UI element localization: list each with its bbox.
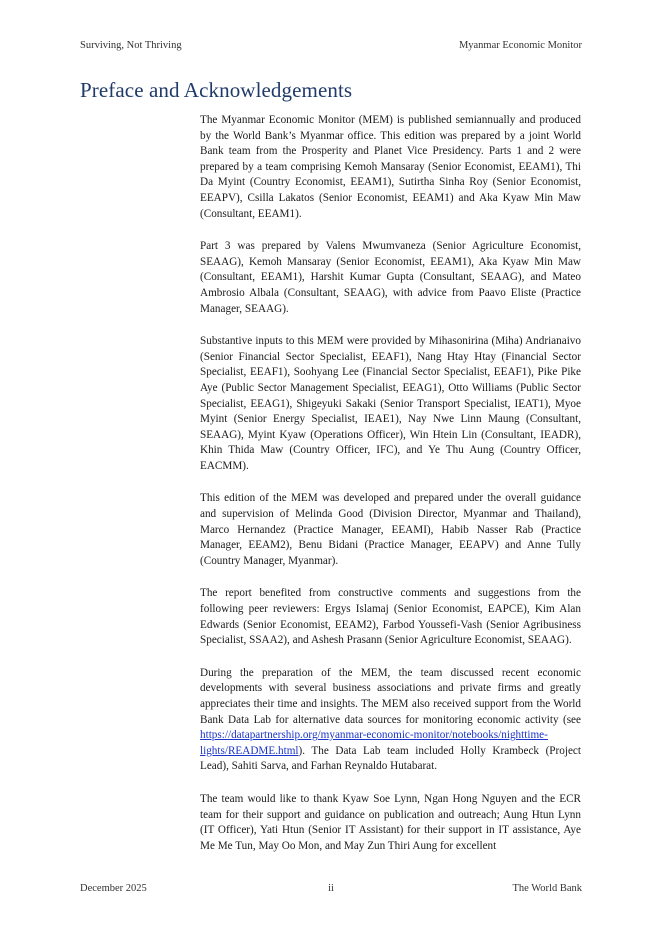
paragraph-substantive-inputs: Substantive inputs to this MEM were provided by Mihasonirina (Miha) Andrianaivo (Senior Financial Sector Specialist, EEAF1), Nang Htay Htay (Financial Sector Specialist, EEAF1), Soohyang Lee (Financial Sector Specialist, EEAF1), Pike Pike Aye (Public Sector Management Specialist, EEAG1), Otto Williams (Public Sector Specialist, EEAG1), Shigeyuki Sakaki (Senior Transport Specialist, IEAT1), Myoe Myint (Senior Energy Specialist, IEAE1), Nay Nwe Linn Maung (Consultant, SEAAG), Myint Kyaw (Operations Officer), Win Htein Lin (Consultant, IEADR), Khin Thida Maw (Country Officer, IFC), and Ye Thu Aung (Country Officer, EACMM). [200, 335, 581, 472]
running-header [80, 40, 582, 51]
data-lab-text-after: ). The Data Lab team included Holly Krambeck (Project Lead), Sahiti Sarva, and Farhan Reynaldo Hutabarat. [200, 744, 581, 773]
paragraph-thanks: The team would like to thank Kyaw Soe Lynn, Ngan Hong Nguyen and the ECR team for their support and guidance on publication and outreach; Aung Htun Lynn (IT Officer), Yati Htun (Senior IT Assistant) for their support in IT assistance, Aye Me Me Tun, May Oo Mon, and May Zun Thiri Aung for excellent [200, 792, 581, 852]
paragraph-guidance: This edition of the MEM was developed and prepared under the overall guidance and supervision of Melinda Good (Division Director, Myanmar and Thailand), Marco Hernandez (Practice Manager, EEAMI), Habib Nasser Rab (Practice Manager, EEAM2), Benu Bidani (Practice Manager, EEAPV) and Anne Tully (Country Manager, Myanmar). [200, 492, 581, 567]
paragraph-publication-team: The Myanmar Economic Monitor (MEM) is published semiannually and produced by the World Bank’s Myanmar office. This edition was prepared by a joint World Bank team from the Prosperity and Planet Vice Presidency. Parts 1 and 2 were prepared by a team comprising Kemoh Mansaray (Senior Economist, EEAM1), Thi Da Myint (Country Economist, EEAM1), Sutirtha Sinha Roy (Senior Economist, EEAPV), Csilla Lakatos (Senior Economist, EEAM1) and Aka Kyaw Min Maw (Consultant, EEAM1). [200, 114, 581, 220]
header-series-name: Myanmar Economic Monitor [458, 40, 582, 51]
paragraph-data-lab [200, 666, 581, 775]
data-lab-text-before: During the preparation of the MEM, the team discussed recent economic developments with several business associations and private firms and greatly appreciates their time and insights. The MEM also received support from the World Bank Data Lab for alternative data sources for monitoring economic activity (see [200, 666, 581, 726]
paragraph-peer-reviewers: The report benefited from constructive comments and suggestions from the following peer reviewers: Ergys Islamaj (Senior Economist, EAPCE), Kim Alan Edwards (Senior Economist, EEAM2), Farbod Youssefi-Vash (Senior Agribusiness Specialist, SSAA2), and Ashesh Prasann (Senior Agriculture Economist, SEAAG). [200, 587, 581, 647]
page-title: Preface and Acknowledgements [80, 78, 353, 102]
page-number: ii [328, 883, 334, 894]
footer-publisher: The World Bank [512, 883, 582, 894]
running-footer [80, 883, 582, 894]
data-lab-link[interactable]: https://datapartnership.org/myanmar-economic-monitor/notebooks/nighttime-lights/README.html [200, 729, 548, 757]
footer-date: December 2025 [80, 883, 147, 894]
body-text [200, 113, 581, 871]
paragraph-part3-team: Part 3 was prepared by Valens Mwumvaneza (Senior Agriculture Economist, SEAAG), Kemoh Mansaray (Senior Economist, EEAM1), Aka Kyaw Min Maw (Consultant, EEAM1), Harshit Kumar Gupta (Consultant, SEAAG), and Mateo Ambrosio Albala (Consultant, SEAAG), with advice from Paavo Eliste (Practice Manager, SEAAG). [200, 240, 581, 315]
header-report-title: Surviving, Not Thriving [80, 40, 182, 51]
